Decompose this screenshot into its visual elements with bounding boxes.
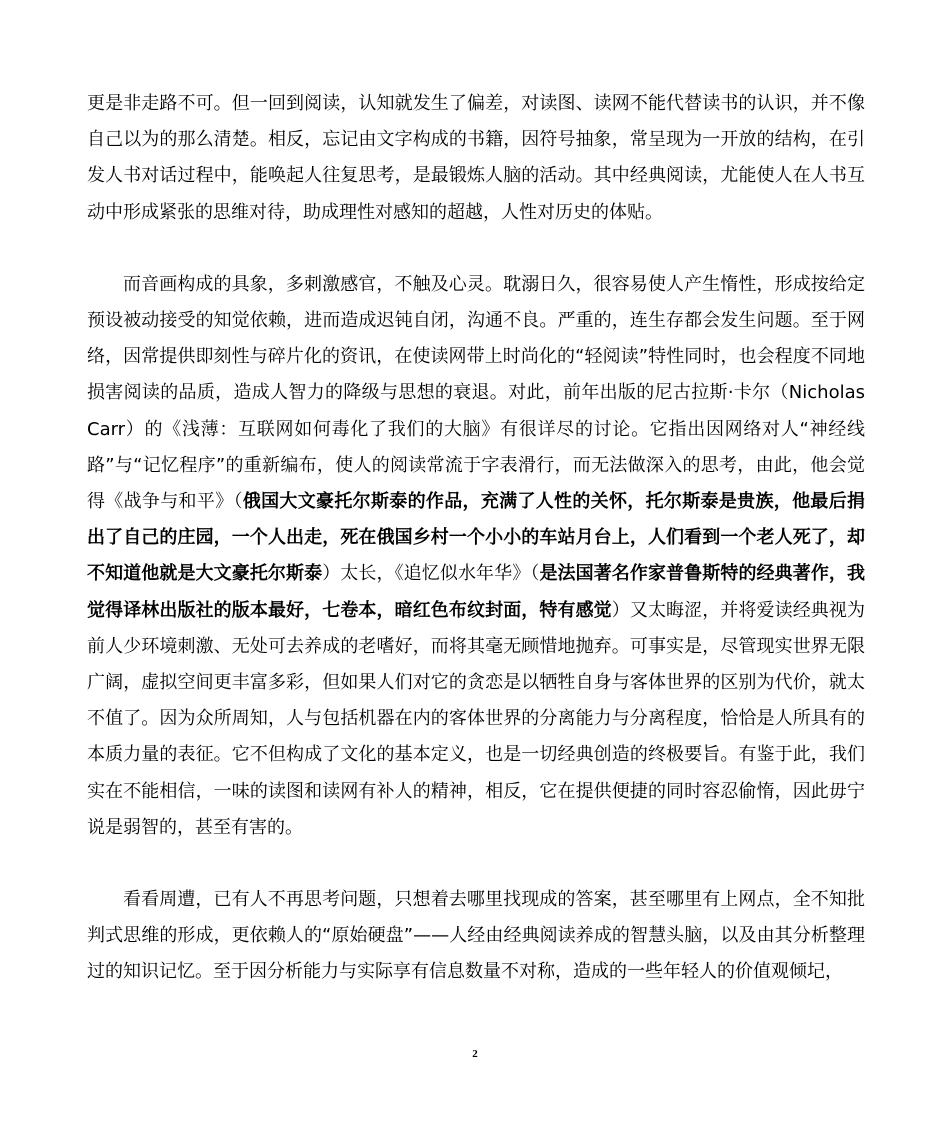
paragraph-gap bbox=[87, 846, 865, 882]
paragraph-1 bbox=[87, 86, 865, 231]
paragraph-2-bold-proust-note: 是法国著名作家普鲁斯特的经典著作，我觉得译林出版社的版本最好，七卷本，暗红色布纹封面，特有感觉 bbox=[87, 563, 866, 621]
paragraph-2 bbox=[87, 267, 865, 846]
paragraph-3 bbox=[87, 882, 865, 991]
paragraph-2-text-a: 而音画构成的具象，多刺激感官，不触及心灵。耽溺日久，很容易使人产生惰性，形成按给定预设被动接受的知觉依赖，进而造成迟钝自闭，沟通不良。严重的，连生存都会发生问题。至于网络，因常提供即刻性与碎片化的资讯，在使读网带上时尚化的“轻阅读”特性同时，也会程度不同地损害阅读的品质，造成人智力的降级与思想的衰退。对此，前年出版的尼古拉斯·卡尔（Nicholas Carr）的《浅薄：互联网如何毒化了我们的大脑》有很详尽的讨论。它指出因网络对人“神经线路”与“记忆程序”的重新编布，使人的阅读常流于字表滑行，而无法做深入的思考，由此，他会觉得《战争与和平》（ bbox=[87, 273, 865, 513]
document-body bbox=[87, 86, 865, 991]
paragraph-1-text: 更是非走路不可。但一回到阅读，认知就发生了偏差，对读图、读网不能代替读书的认识，并不像自己以为的那么清楚。相反，忘记由文字构成的书籍，因符号抽象，常呈现为一开放的结构，在引发人书对话过程中，能唤起人往复思考，是最锻炼人脑的活动。其中经典阅读，尤能使人在人书互动中形成紧张的思维对待，助成理性对感知的超越，人性对历史的体贴。 bbox=[87, 93, 865, 223]
paragraph-2-bold-tolstoy-note: 俄国大文豪托尔斯泰的作品，充满了人性的关怀，托尔斯泰是贵族，他最后捐出了自己的庄园，一个人出走，死在俄国乡村一个小小的车站月台上，人们看到一个老人死了，却不知道他就是大文豪托尔斯泰 bbox=[87, 491, 866, 585]
page-number: 2 bbox=[472, 1048, 478, 1060]
paragraph-gap bbox=[87, 231, 865, 267]
paragraph-2-text-c: ）又太晦涩，并将爱读经典视为前人少环境刺激、无处可去养成的老嗜好，而将其毫无顾惜地抛弃。可事实是，尽管现实世界无限广阔，虚拟空间更丰富多彩，但如果人们对它的贪恋是以牺牲自身与客体世界的区别为代价，就太不值了。因为众所周知，人与包括机器在内的客体世界的分离能力与分离程度，恰恰是人所具有的本质力量的表征。它不但构成了文化的基本定义，也是一切经典创造的终极要旨。有鉴于此，我们实在不能相信，一味的读图和读网有补人的精神，相反，它在提供便捷的同时容忍偷惰，因此毋宁说是弱智的，甚至有害的。 bbox=[87, 599, 866, 838]
paragraph-3-text: 看看周遭，已有人不再思考问题，只想着去哪里找现成的答案，甚至哪里有上网点，全不知批判式思维的形成，更依赖人的“原始硬盘”——人经由经典阅读养成的智慧头脑，以及由其分析整理过的知识记忆。至于因分析能力与实际享有信息数量不对称，造成的一些年轻人的价值观倾圮， bbox=[87, 889, 865, 983]
paragraph-2-text-b: ）太长，《追忆似水年华》（ bbox=[322, 563, 540, 585]
